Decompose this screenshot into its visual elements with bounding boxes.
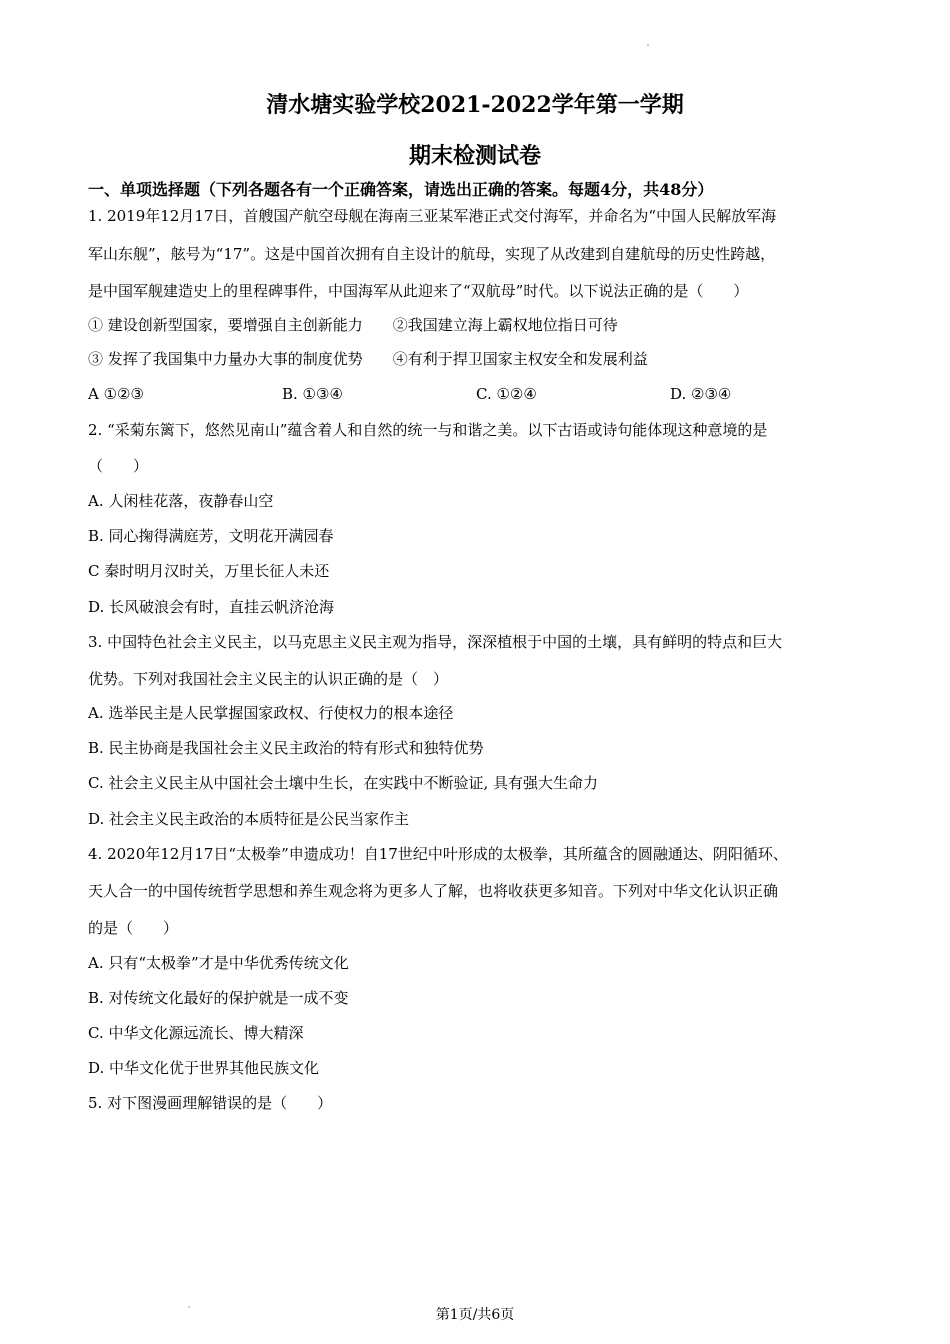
q1-statements-1: ① 建设创新型国家，要增强自主创新能力 ②我国建立海上霸权地位指日可待 [88,316,618,334]
q1-stem-line-1: 1. 2019年12月17日，首艘国产航空母舰在海南三亚某军港正式交付海军，并命名为“中国人民解放军海 [88,207,777,225]
q3-option-c: C. 社会主义民主从中国社会土壤中生长，在实践中不断验证, 具有强大生命力 [88,774,599,792]
q2-option-d: D. 长风破浪会有时，直挂云帆济沧海 [88,598,335,616]
q4-option-d: D. 中华文化优于世界其他民族文化 [88,1059,320,1077]
q2-stem-line-1: 2. “采菊东篱下，悠然见南山”蕴含着人和自然的统一与和谐之美。以下古语或诗句能体现这种意境的是 [88,421,768,439]
q3-stem-line-2: 优势。下列对我国社会主义民主的认识正确的是（ ） [88,670,449,688]
q3-option-a: A. 选举民主是人民掌握国家政权、行使权力的根本途径 [88,704,454,722]
exam-subtitle: 期末检测试卷 [408,143,541,169]
q5-stem-line-1: 5. 对下图漫画理解错误的是（ ） [88,1094,333,1112]
q1-stem-line-3: 是中国军舰建造史上的里程碑事件，中国海军从此迎来了“双航母”时代。以下说法正确的是（ ） [88,282,749,300]
scan-dot [647,44,649,46]
q3-option-d: D. 社会主义民主政治的本质特征是公民当家作主 [88,810,410,828]
q1-stem-line-2: 军山东舰”，舷号为“17”。这是中国首次拥有自主设计的航母，实现了从改建到自建航母的历史性跨越， [88,245,776,263]
q4-stem-line-3: 的是（ ） [88,919,179,937]
q4-option-c: C. 中华文化源远流长、博大精深 [88,1024,304,1042]
q1-option-d: D. ②③④ [670,385,732,403]
q4-option-b: B. 对传统文化最好的保护就是一成不变 [88,989,349,1007]
q3-stem-line-1: 3. 中国特色社会主义民主，以马克思主义民主观为指导，深深植根于中国的土壤，具有鲜明的特点和巨大 [88,633,783,651]
q1-statements-2: ③ 发挥了我国集中力量办大事的制度优势 ④有利于捍卫国家主权安全和发展利益 [88,350,648,368]
section-heading: 一、单项选择题（下列各题各有一个正确答案，请选出正确的答案。每题4分，共48分） [88,180,714,199]
q2-option-b: B. 同心掬得满庭芳，文明花开满园春 [88,527,334,545]
q2-option-a: A. 人闲桂花落，夜静春山空 [88,492,274,510]
q1-option-b: B. ①③④ [282,385,343,403]
q1-option-a: A ①②③ [88,385,144,403]
q4-stem-line-2: 天人合一的中国传统哲学思想和养生观念将为更多人了解，也将收获更多知音。下列对中华文化认识正确 [88,882,779,900]
q3-option-b: B. 民主协商是我国社会主义民主政治的特有形式和独特优势 [88,739,484,757]
q1-option-c: C. ①②④ [476,385,537,403]
q4-option-a: A. 只有“太极拳”才是中华优秀传统文化 [88,954,349,972]
exam-title: 清水塘实验学校2021-2022学年第一学期 [266,92,684,118]
page-number: 第1页/共6页 [435,1307,515,1323]
q2-option-c: C 秦时明月汉时关，万里长征人未还 [88,562,330,580]
q4-stem-line-1: 4. 2020年12月17日“太极拳”申遗成功！自17世纪中叶形成的太极拳，其所蕴含的圆融通达、阴阳循环、 [88,845,788,863]
q2-stem-line-2: （ ） [88,457,149,475]
